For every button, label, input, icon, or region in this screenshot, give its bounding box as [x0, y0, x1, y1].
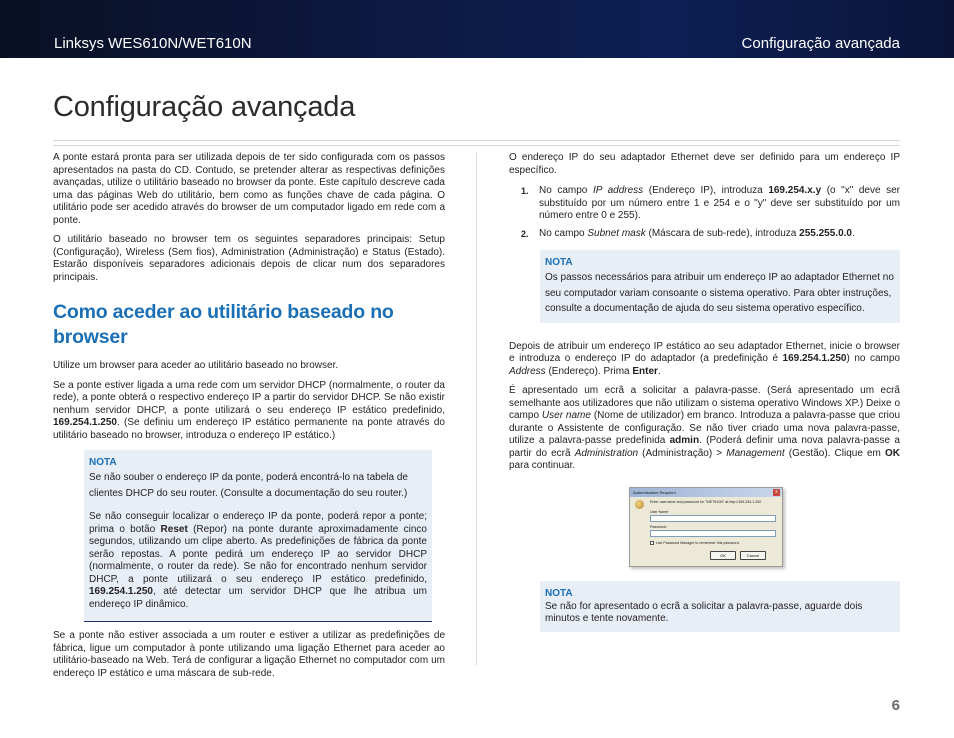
password-input[interactable] [650, 530, 776, 537]
section-heading: Como aceder ao utilitário baseado no browser [53, 301, 394, 348]
note-box-adapter [540, 250, 900, 323]
note-title: NOTA [545, 257, 573, 268]
username-input[interactable] [650, 515, 776, 522]
note-box-password [540, 581, 900, 632]
default-ip: 169.254.1.250 [53, 417, 117, 428]
text: . (Poderá definir uma nova palavra-passe a partir do ecrã [509, 435, 900, 459]
step-text: (Máscara de sub-rede), introduza [645, 227, 800, 239]
field-name: IP address [592, 185, 644, 196]
page-number: 6 [891, 697, 900, 714]
text: É apresentado um ecrã a solicitar a palavra-passe. (Será apresentado um ecrã semelhante aos utilizadores que não utilizam o sistema operativo Windows XP.) Deixe o campo [509, 385, 900, 421]
default-password: admin [669, 435, 700, 446]
step-text: No campo [539, 185, 593, 196]
adapter-paragraph: O endereço IP do seu adaptador Ethernet deve ser definido para um endereço IP específico. [509, 152, 900, 176]
list-item [509, 228, 900, 241]
text: ) no campo [846, 353, 900, 364]
note-reset-c: , até detectar um servidor DHCP que lhe atribua um endereço IP dinâmico. [89, 586, 427, 610]
remember-checkbox[interactable] [650, 541, 654, 545]
note-reset-b: (Repor) na ponte durante aproximadamente cinco segundos, utilizando um clipe aberto. As predefinições de fábrica da ponte serão repostas. A ponte pedirá um endereço IP ao servidor DHCP (normalmente, o router da rede). Se não for encontrado nenhum servidor DHCP, a ponte utilizará o seu endereço IP estático predefinido, [89, 523, 427, 585]
note-text: Se não souber o endereço IP da ponte, poderá encontrá-lo na tabela de clientes DHCP do seu router. (Consulte a documentação do seu router.) [89, 472, 408, 499]
list-item [509, 185, 900, 223]
step-text: (Endereço IP), introduza [643, 185, 769, 196]
note-text: Se não for apresentado o ecrã a solicitar a palavra-passe, aguarde dois minutos e tente novamente. [545, 600, 863, 624]
header-bar [0, 0, 954, 58]
browser-paragraph [509, 341, 900, 379]
right-column [509, 152, 900, 640]
left-column [53, 152, 445, 687]
step-number: 2. [521, 228, 529, 239]
text: (Gestão). Clique em [784, 447, 885, 459]
remember-checkbox-label: Use Password Manager to remember this password. [656, 540, 740, 545]
note-reset-a: Se não conseguir localizar o endereço IP da ponte, poderá repor a ponte; prima o botão [89, 511, 427, 535]
password-paragraph [509, 385, 900, 473]
cancel-button[interactable]: Cancel [740, 551, 766, 560]
dhcp-paragraph [53, 380, 445, 443]
note-title: NOTA [89, 457, 117, 468]
steps-list [509, 185, 900, 240]
field-value: 255.255.0.0 [799, 227, 852, 239]
ok-button[interactable]: OK [710, 551, 736, 560]
intro-paragraph: A ponte estará pronta para ser utilizada depois de ter sido configurada com os passos apresentados na pasta do CD. Contudo, se pretender alterar as respectivas definições avançadas, utilize o utilitário baseado no browser da ponte. Este capítulo descreve cada uma das páginas Web do utilitário, bem como as funções chave de cada página. O utilitário pode ser acedido através do browser de um computador ligado em rede com a ponte. [53, 152, 445, 226]
title-divider [53, 140, 900, 146]
text: Depois de atribuir um endereço IP estático ao seu adaptador Ethernet, inicie o browser e introduza o endereço IP do adaptador (a predefinição é [509, 340, 900, 364]
step-text: No campo [539, 227, 588, 239]
step-text: . [851, 227, 855, 239]
note-default-ip: 169.254.1.250 [89, 586, 153, 597]
step-text: (o "x" deve ser substituído por um número entre 1 e 254 e o "y" deve ser substituído por um número entre 0 e 255). [539, 185, 900, 221]
dhcp-text-a: Se a ponte estiver ligada a uma rede com um servidor DHCP (normalmente, o router da rede), a ponte obterá o respectivo endereço IP a partir do servidor DHCP. Se não existir nenhum servidor DHCP, a ponte utilizará o seu endereço IP estático predefinido, [53, 379, 445, 416]
header-product-name: Linksys WES610N/WET610N [54, 35, 252, 52]
field-name: Subnet mask [587, 227, 646, 239]
text: (Endereço). Prima [545, 365, 633, 377]
username-field-name: User name [541, 410, 591, 421]
ethernet-paragraph: Se a ponte não estiver associada a um router e estiver a utilizar as predefinições de fábrica, ligue um computador à ponte utilizando uma ligação Ethernet para aceder ao utilitário-baseado na Web. Terá de configurar a ligação Ethernet no computador com um endereço IP estático e uma máscara de sub-rede. [53, 630, 445, 679]
access-paragraph: Utilize um browser para aceder ao utilitário baseado no browser. [53, 360, 339, 371]
note-reset-text [89, 511, 427, 611]
adapter-ip: 169.254.1.250 [782, 353, 847, 364]
note-box-left [84, 450, 432, 622]
text: (Administração) > [638, 447, 727, 459]
text: (Nome de utilizador) em branco. Introduza a palavra-passe que criou durante o Assistente de configuração. Se não tiver criado uma nova palavra-passe, utilize a palavra-passe predefinida [509, 410, 901, 446]
dialog-prompt: Enter username and password for "WET610N" at http://169.254.1.250 [650, 499, 762, 504]
column-divider [476, 152, 477, 666]
administration-screen: Administration [574, 447, 639, 459]
step-number: 1. [521, 186, 529, 196]
page-title: Configuração avançada [53, 91, 356, 123]
address-field-name: Address [509, 365, 546, 377]
field-value: 169.254.x.y [768, 185, 822, 196]
text: . [657, 365, 661, 377]
username-label: User Name: [650, 509, 670, 514]
note-text: Os passos necessários para atribuir um endereço IP ao adaptador Ethernet no seu computador variam consoante o sistema operativo. Para obter instruções, consulte a documentação de ajuda do seu sistema operativo específico. [545, 272, 894, 314]
dhcp-text-b: . (Se definiu um endereço IP estático permanente na ponte através do utilitário baseado no browser, introduza o endereço IP estático.) [53, 417, 445, 441]
key-icon [635, 500, 644, 509]
auth-dialog-screenshot [629, 487, 783, 567]
dialog-titlebar: Authentication Required [630, 488, 782, 497]
note-title: NOTA [545, 587, 573, 599]
tabs-paragraph: O utilitário baseado no browser tem os seguintes separadores principais: Setup (Configuração), Wireless (Sem fios), Administration (Administração) e Status (Estado). Estarão disponíveis separadores adicionais depois de clicar num dos separadores principais. [53, 234, 445, 283]
management-screen: Management [726, 447, 785, 459]
text: para continuar. [509, 460, 576, 471]
header-section-name: Configuração avançada [741, 35, 900, 52]
password-label: Password: [650, 524, 667, 529]
ok-label: OK [885, 447, 900, 459]
close-icon[interactable]: x [773, 489, 780, 496]
reset-button-label: Reset [160, 523, 188, 535]
enter-key-label: Enter [632, 365, 658, 377]
